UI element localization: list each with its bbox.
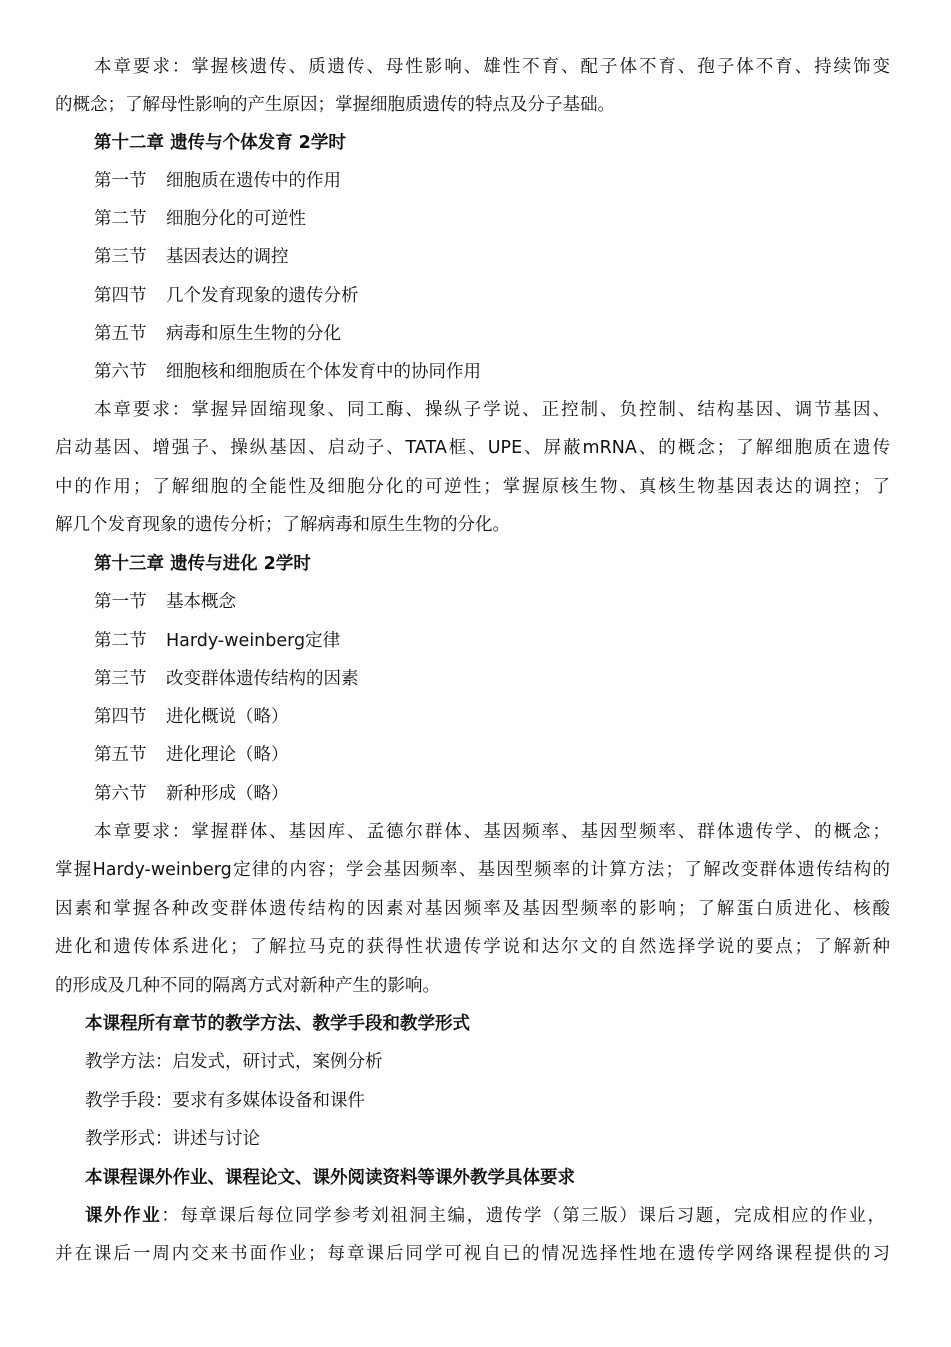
ch13-section-1 <box>94 589 236 615</box>
ch13-section-4 <box>94 704 289 730</box>
section-name: 进化理论（略） <box>166 745 289 765</box>
teaching-means: 教学手段：要求有多媒体设备和课件 <box>85 1091 365 1111</box>
section-name: 进化概说（略） <box>166 707 289 727</box>
teaching-methods-heading: 本课程所有章节的教学方法、教学手段和教学形式 <box>85 1014 470 1034</box>
section-name: 细胞核和细胞质在个体发育中的协同作用 <box>166 362 481 382</box>
section-name: 改变群体遗传结构的因素 <box>166 669 359 689</box>
section-name: 新种形成（略） <box>166 784 289 804</box>
ch13-requirement-line-4: 进化和遗传体系进化；了解拉马克的获得性状遗传学说和达尔文的自然选择学说的要点；了解新种 <box>55 937 890 957</box>
ch12-section-4 <box>94 283 359 309</box>
ch13-requirement-line-3: 因素和掌握各种改变群体遗传结构的因素对基因频率及基因型频率的影响；了解蛋白质进化、核酸 <box>55 899 890 919</box>
section-number: 第一节 <box>94 592 147 612</box>
section-name: 病毒和原生生物的分化 <box>166 324 341 344</box>
section-name: 基本概念 <box>166 592 236 612</box>
ch13-requirement-line-1: 本章要求：掌握群体、基因库、孟德尔群体、基因频率、基因型频率、群体遗传学、的概念； <box>94 822 890 842</box>
homework-label: 课外作业 <box>85 1206 162 1226</box>
ch12-requirement-line-2: 启动基因、增强子、操纵基因、启动子、TATA框、UPE、屏蔽mRNA、的概念；了解细胞质在遗传 <box>55 438 890 458</box>
ch13-requirement-line-5: 的形成及几种不同的隔离方式对新种产生的影响。 <box>55 976 440 996</box>
ch12-section-2 <box>94 206 306 232</box>
ch11-requirement-line-1: 本章要求：掌握核遗传、质遗传、母性影响、雄性不育、配子体不育、孢子体不育、持续饰变 <box>94 57 890 77</box>
ch12-title: 第十二章 遗传与个体发育 2学时 <box>94 133 346 153</box>
section-number: 第五节 <box>94 745 147 765</box>
section-name: 几个发育现象的遗传分析 <box>166 286 359 306</box>
section-number: 第六节 <box>94 784 147 804</box>
teaching-method: 教学方法：启发式，研讨式，案例分析 <box>85 1052 383 1072</box>
teaching-form: 教学形式：讲述与讨论 <box>85 1129 260 1149</box>
homework-heading: 本课程课外作业、课程论文、课外阅读资料等课外教学具体要求 <box>85 1168 575 1188</box>
ch13-section-5 <box>94 742 289 768</box>
ch11-requirement-line-2: 的概念；了解母性影响的产生原因；掌握细胞质遗传的特点及分子基础。 <box>55 95 615 115</box>
section-number: 第五节 <box>94 324 147 344</box>
ch12-requirement-line-4: 解几个发育现象的遗传分析；了解病毒和原生生物的分化。 <box>55 515 510 535</box>
homework-text: ：每章课后每位同学参考刘祖洞主编，遗传学（第三版）课后习题，完成相应的作业， <box>161 1206 885 1226</box>
ch12-section-3 <box>94 244 289 270</box>
ch13-section-6 <box>94 781 289 807</box>
section-name: 基因表达的调控 <box>166 247 289 267</box>
section-number: 第四节 <box>94 707 147 727</box>
section-number: 第二节 <box>94 631 147 651</box>
ch13-requirement-line-2: 掌握Hardy-weinberg定律的内容；学会基因频率、基因型频率的计算方法；了解改变群体遗传结构的 <box>55 860 890 880</box>
section-name: 细胞质在遗传中的作用 <box>166 171 341 191</box>
section-number: 第四节 <box>94 286 147 306</box>
homework-line-2: 并在课后一周内交来书面作业；每章课后同学可视自已的情况选择性地在遗传学网络课程提供的习 <box>55 1244 890 1264</box>
section-number: 第一节 <box>94 171 147 191</box>
homework-line-1 <box>85 1203 885 1229</box>
ch13-section-3 <box>94 666 359 692</box>
section-name: Hardy-weinberg定律 <box>166 631 341 651</box>
section-number: 第三节 <box>94 247 147 267</box>
section-name: 细胞分化的可逆性 <box>166 209 306 229</box>
ch12-section-6 <box>94 359 481 385</box>
ch12-requirement-line-3: 中的作用；了解细胞的全能性及细胞分化的可逆性；掌握原核生物、真核生物基因表达的调控；了 <box>55 477 890 497</box>
ch12-section-5 <box>94 321 341 347</box>
ch13-section-2 <box>94 628 340 654</box>
ch13-title: 第十三章 遗传与进化 2学时 <box>94 554 311 574</box>
section-number: 第二节 <box>94 209 147 229</box>
section-number: 第三节 <box>94 669 147 689</box>
ch12-requirement-line-1: 本章要求：掌握异固缩现象、同工酶、操纵子学说、正控制、负控制、结构基因、调节基因、 <box>94 400 890 420</box>
ch12-section-1 <box>94 168 341 194</box>
section-number: 第六节 <box>94 362 147 382</box>
